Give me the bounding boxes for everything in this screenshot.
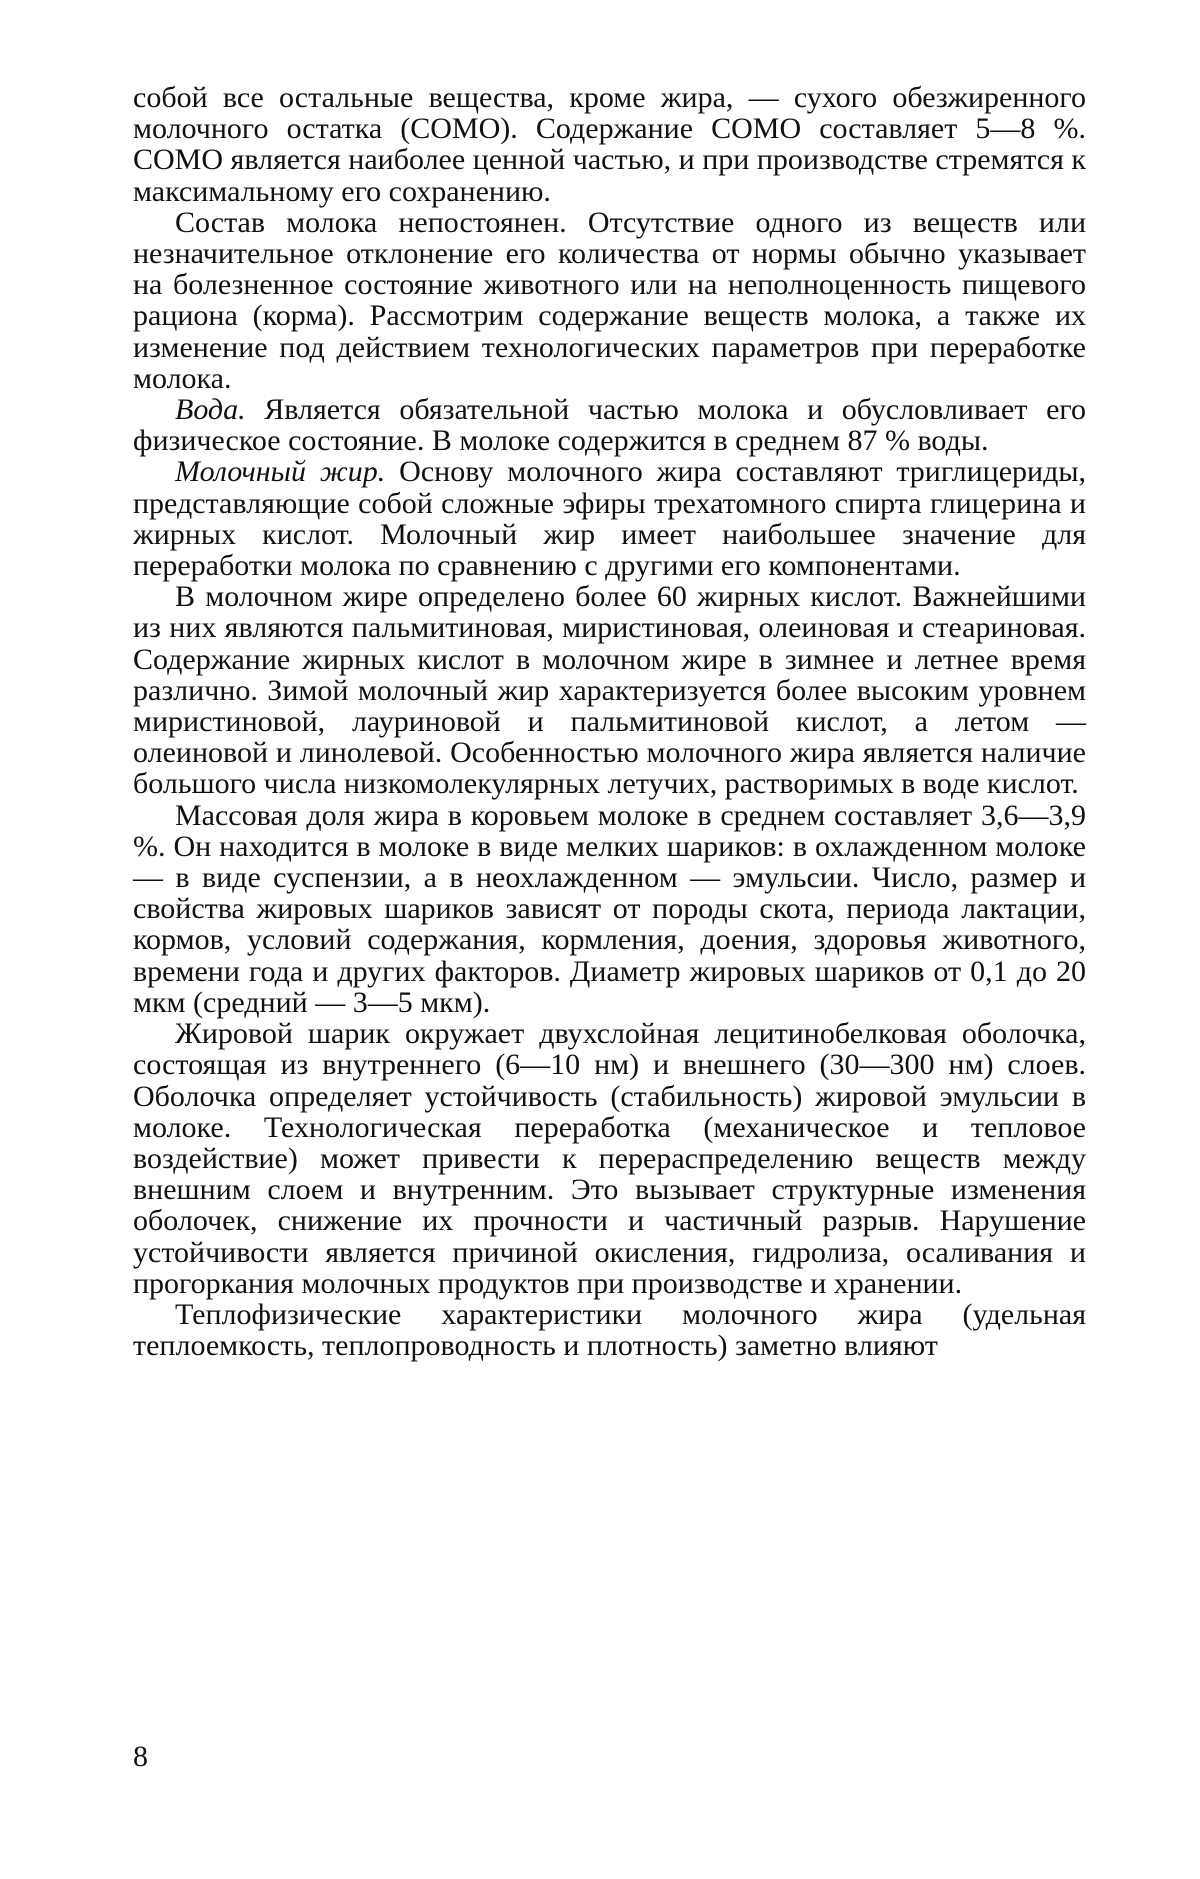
paragraph-milk-fat-text: Основу молочного жира составляют триглицериды, представляющие собой сложные эфиры трехатомного спирта глицерина и жирных кислот. Молочный жир имеет наибольшее значение для переработки молока по сравнению с другими его компонентами. xyxy=(133,455,1086,583)
paragraph-milk-fat xyxy=(133,456,1086,581)
paragraph-somo: собой все остальные вещества, кроме жира, — сухого обезжиренного молочного остатка (СОМО). Содержание СОМО составляет 5—8 %. СОМО является наиболее ценной частью, и при производстве стремятся к максимальному его сохранению. xyxy=(133,81,1086,208)
page-number: 8 xyxy=(133,1740,148,1773)
paragraph-fat-content: Массовая доля жира в коровьем молоке в среднем составляет 3,6—3,9 %. Он находится в молоке в виде мелких шариков: в охлажденном молоке — в виде суспензии, а в неохлажденном — эмульсии. Число, размер и свойства жировых шариков зависят от породы скота, периода лактации, кормов, условий содержания, кормления, доения, здоровья животного, времени года и других факторов. Диаметр жировых шариков от 0,1 до 20 мкм (средний — 3—5 мкм). xyxy=(133,798,1086,1019)
paragraph-water xyxy=(133,394,1086,456)
paragraph-fat-globule-membrane: Жировой шарик окружает двухслойная лецитинобелковая оболочка, состоящая из внутреннего (6—10 нм) и внешнего (30—300 нм) слоев. Оболочка определяет устойчивость (стабильность) жировой эмульсии в молоке. Технологическая переработка (механическое и тепловое воздействие) может привести к перераспределению веществ между внешним слоем и внутренним. Это вызывает структурные изменения оболочек, снижение их прочности и частичный разрыв. Нарушение устойчивости является причиной окисления, гидролиза, осаливания и прогоркания молочных продуктов при производстве и хранении. xyxy=(133,1017,1086,1300)
paragraph-fatty-acids: В молочном жире определено более 60 жирных кислот. Важнейшими из них являются пальмитиновая, миристиновая, олеиновая и стеариновая. Содержание жирных кислот в молочном жире в зимнее и летнее время различно. Зимой молочный жир характеризуется более высоким уровнем миристиновой, лауриновой и пальмитиновой кислот, а летом — олеиновой и линолевой. Особенностью молочного жира является наличие большого числа низкомолекулярных летучих, растворимых в воде кислот. xyxy=(133,580,1086,801)
paragraph-thermophysical: Теплофизические характеристики молочного жира (удельная теплоемкость, теплопроводность и плотность) заметно влияют xyxy=(133,1297,1086,1363)
run-in-heading-water: Вода. xyxy=(175,393,246,427)
page-body xyxy=(133,82,1086,1361)
paragraph-milk-composition: Состав молока непостоянен. Отсутствие одного из веществ или незначительное отклонение его количества от нормы обычно указывает на болезненное состояние животного или на неполноценность пищевого рациона (корма). Рассмотрим содержание веществ молока, а также их изменение под действием технологических параметров при переработке молока. xyxy=(133,205,1086,395)
run-in-heading-milk-fat: Молочный жир. xyxy=(175,455,386,489)
paragraph-water-text: Является обязательной частью молока и обусловливает его физическое состояние. В молоке содержится в среднем 87 % воды. xyxy=(133,393,1086,458)
